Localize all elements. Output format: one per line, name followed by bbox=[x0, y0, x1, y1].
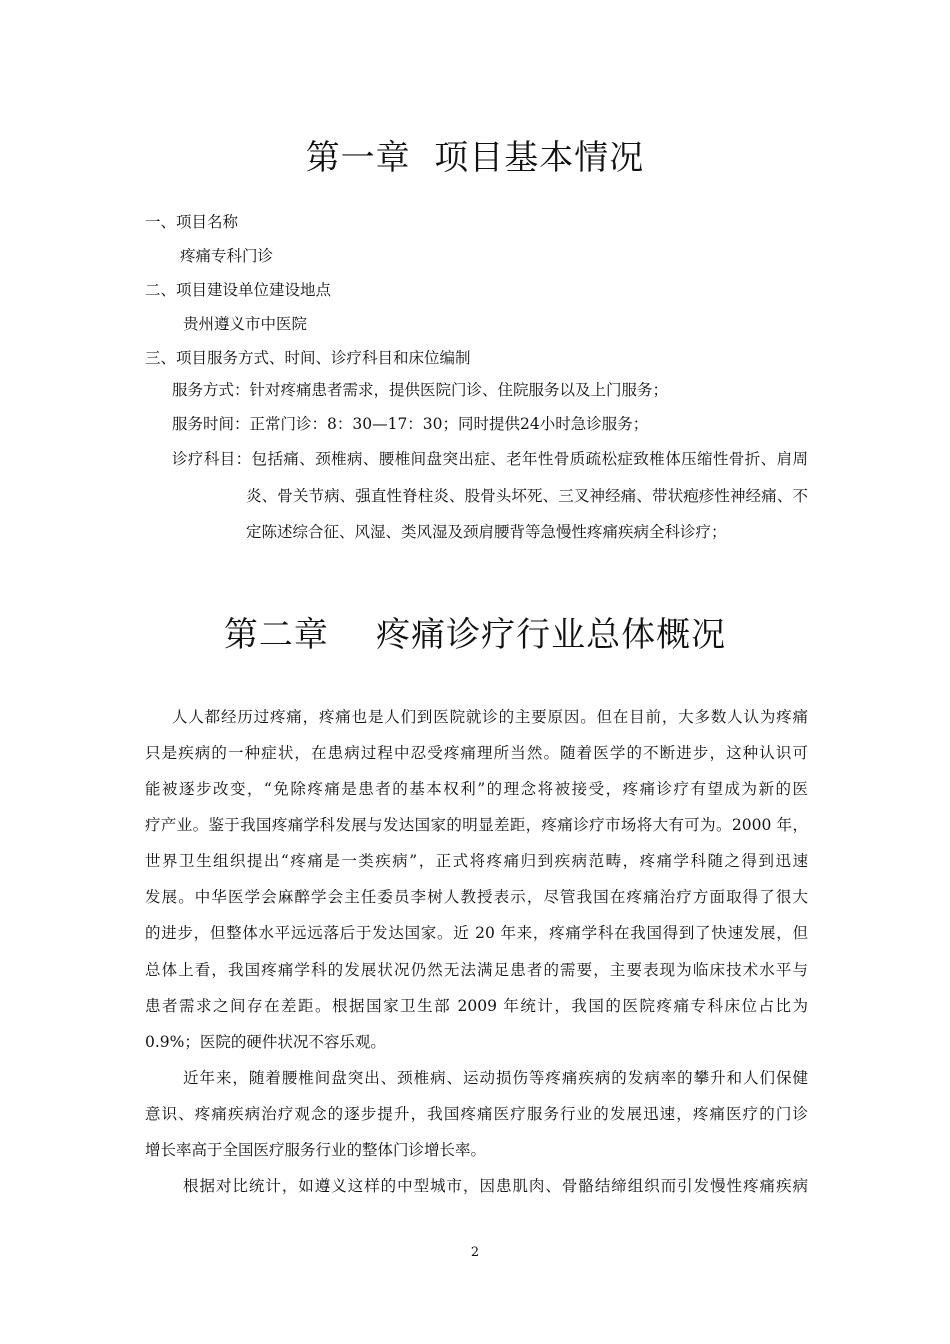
departments-line: 定陈述综合征、风湿、类风湿及颈肩腰背等急慢性疼痛疾病全科诊疗； bbox=[246, 523, 727, 541]
section-3-heading: 三、项目服务方式、时间、诊疗科目和床位编制 bbox=[145, 349, 471, 367]
section-2-heading: 二、项目建设单位建设地点 bbox=[145, 281, 332, 299]
project-location: 贵州遵义市中医院 bbox=[183, 315, 308, 333]
paragraph-line: 能被逐步改变，“免除疼痛是患者的基本权利”的理念将被接受，疼痛诊疗有望成为新的医 bbox=[145, 780, 808, 798]
chapter-1-title: 第一章 项目基本情况 bbox=[305, 138, 645, 178]
paragraph-line: 患者需求之间存在差距。根据国家卫生部 2009 年统计，我国的医院疼痛专科床位占比为 bbox=[145, 997, 808, 1015]
paragraph-line: 的进步，但整体水平远远落后于发达国家。近 20 年来，疼痛学科在我国得到了快速发展，但 bbox=[145, 924, 808, 942]
departments-line: 炎、骨关节病、强直性脊柱炎、股骨头坏死、三叉神经痛、带状疱疹性神经痛、不 bbox=[246, 487, 808, 505]
service-mode: 服务方式：针对疼痛患者需求，提供医院门诊、住院服务以及上门服务； bbox=[172, 381, 669, 399]
page-number: 2 bbox=[470, 1245, 480, 1260]
project-name: 疼痛专科门诊 bbox=[180, 247, 274, 265]
departments-line: 诊疗科目：包括痛、颈椎病、腰椎间盘突出症、老年性骨质疏松症致椎体压缩性骨折、肩周 bbox=[172, 450, 808, 468]
paragraph-line: 总体上看，我国疼痛学科的发展状况仍然无法满足患者的需要，主要表现为临床技术水平与 bbox=[145, 961, 808, 979]
paragraph-line: 根据对比统计，如遵义这样的中型城市，因患肌肉、骨骼结缔组织而引发慢性疼痛疾病 bbox=[183, 1177, 808, 1195]
section-1-heading: 一、项目名称 bbox=[145, 213, 239, 231]
paragraph-line: 发展。中华医学会麻醉学会主任委员李树人教授表示，尽管我国在疼痛治疗方面取得了很大 bbox=[145, 888, 808, 906]
paragraph-line: 意识、疼痛疾病治疗观念的逐步提升，我国疼痛医疗服务行业的发展迅速，疼痛医疗的门诊 bbox=[145, 1105, 808, 1123]
paragraph-line: 只是疾病的一种症状，在患病过程中忍受疼痛理所当然。随着医学的不断进步，这种认识可 bbox=[145, 744, 808, 762]
paragraph-line: 疗产业。鉴于我国疼痛学科发展与发达国家的明显差距，疼痛诊疗市场将大有可为。2000 年， bbox=[145, 816, 808, 834]
paragraph-line: 人人都经历过疼痛，疼痛也是人们到医院就诊的主要原因。但在目前，大多数人认为疼痛 bbox=[172, 708, 808, 726]
paragraph-line: 增长率高于全国医疗服务行业的整体门诊增长率。 bbox=[145, 1141, 487, 1159]
paragraph-line: 世界卫生组织提出“疼痛是一类疾病”，正式将疼痛归到疾病范畴，疼痛学科随之得到迅速 bbox=[145, 852, 808, 870]
paragraph-line: 近年来，随着腰椎间盘突出、颈椎病、运动损伤等疼痛疾病的发病率的攀升和人们保健 bbox=[183, 1069, 808, 1087]
paragraph-line: 0.9%；医院的硬件状况不容乐观。 bbox=[145, 1033, 386, 1051]
chapter-2-title: 第二章 疼痛诊疗行业总体概况 bbox=[223, 615, 727, 655]
service-time: 服务时间：正常门诊：8：30—17：30；同时提供24小时急诊服务； bbox=[172, 415, 649, 433]
